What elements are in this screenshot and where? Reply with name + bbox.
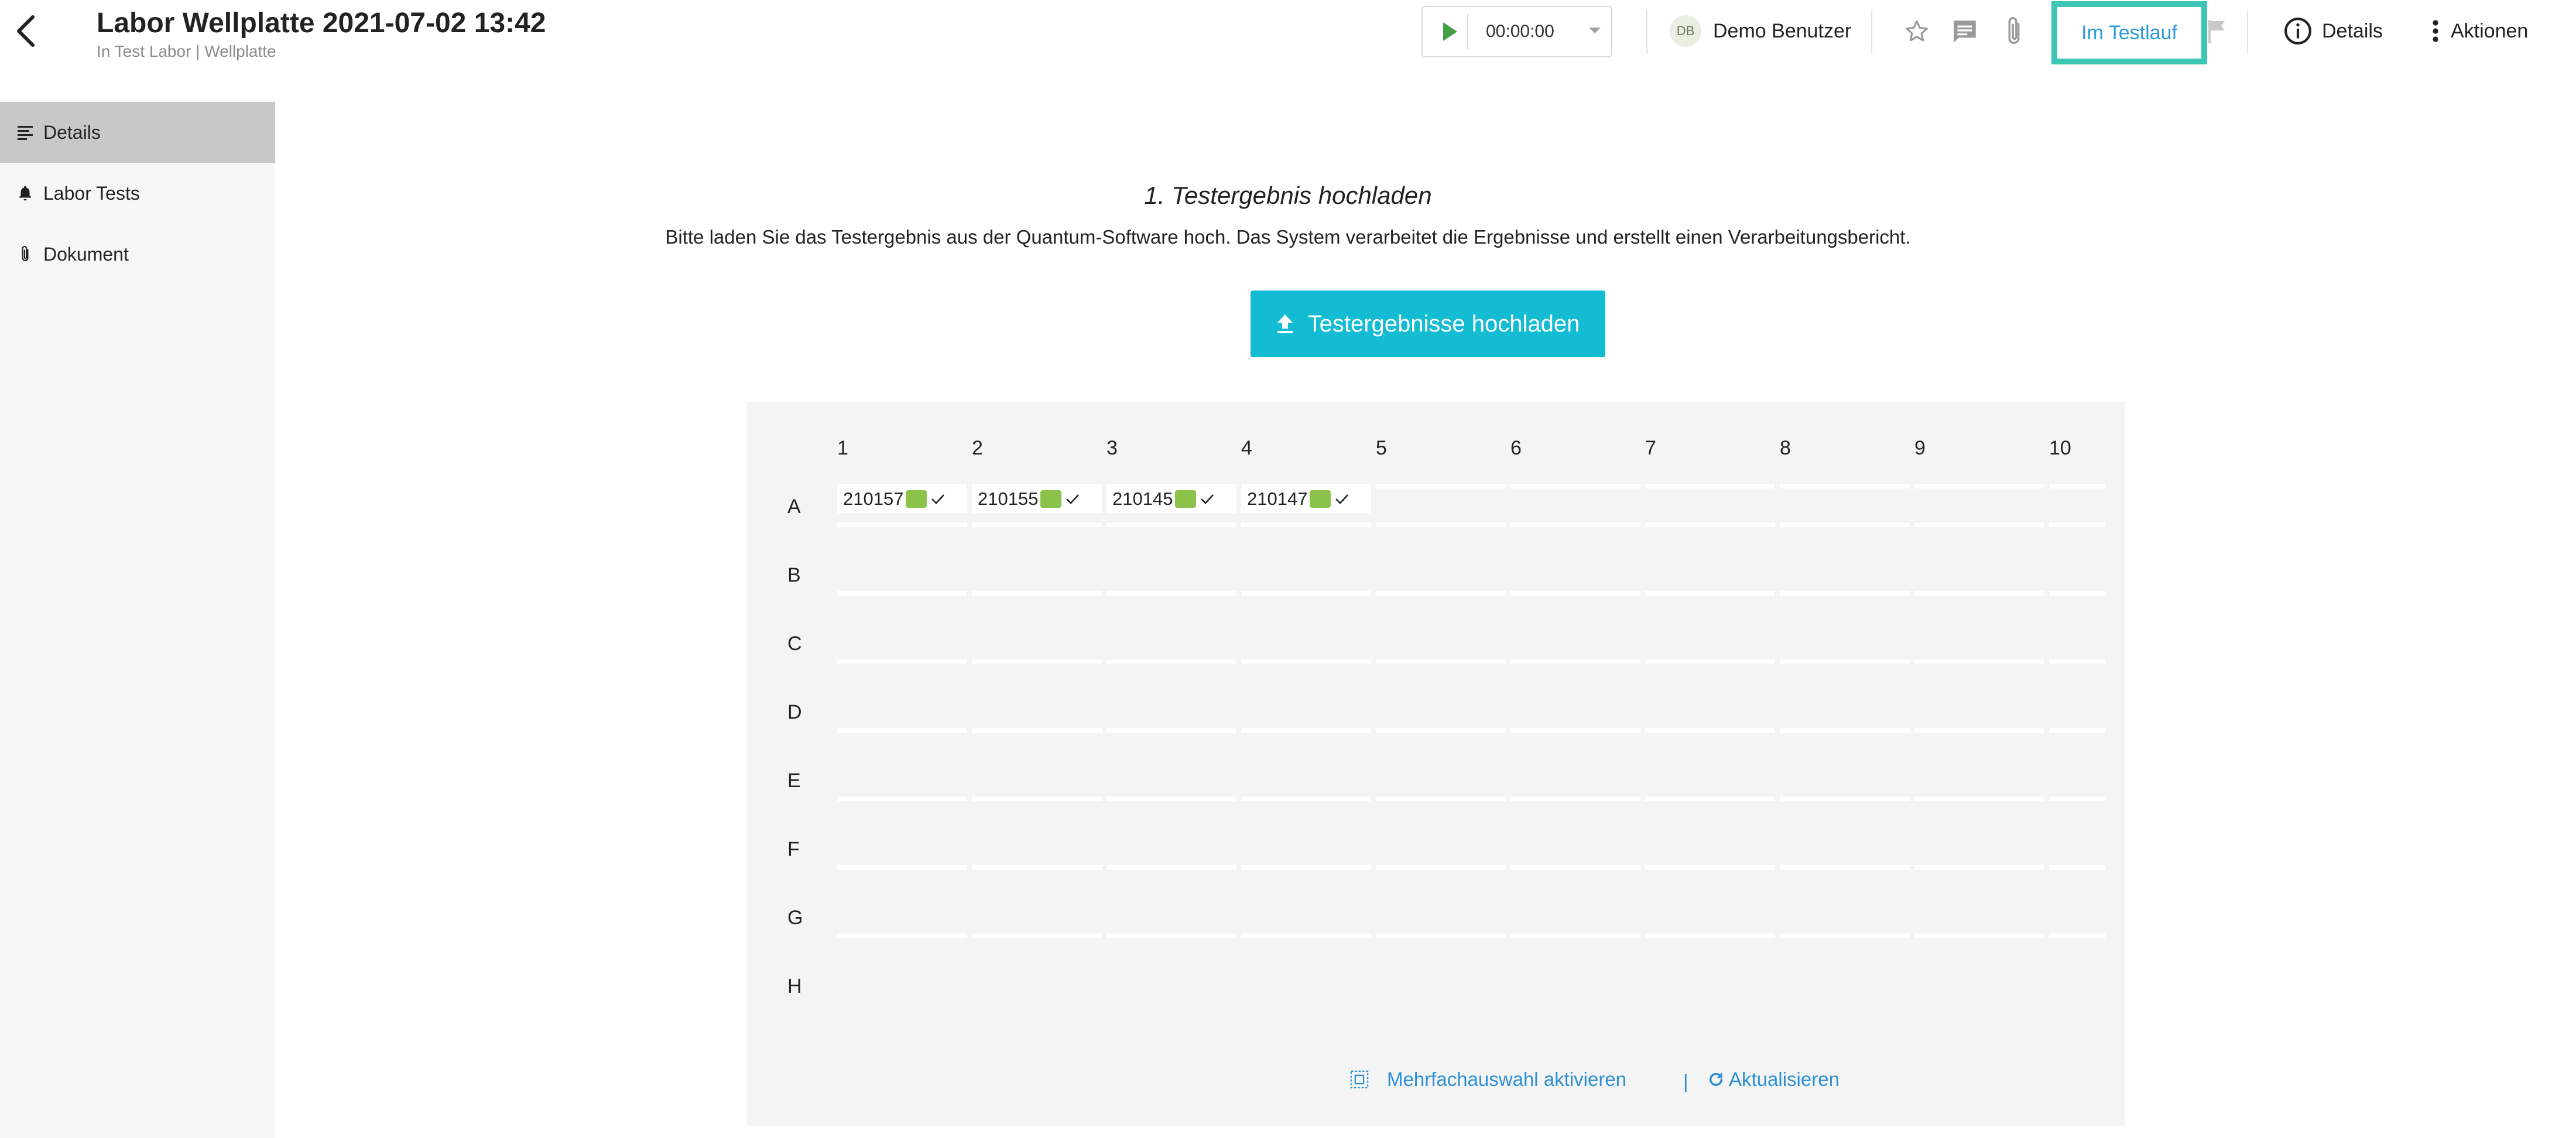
- flag-button[interactable]: [2201, 15, 2234, 48]
- well-slot[interactable]: [1645, 701, 1775, 733]
- refresh-button[interactable]: [1707, 1068, 1839, 1091]
- well-slot[interactable]: [1107, 564, 1236, 596]
- sidebar-item-details[interactable]: [0, 102, 275, 163]
- well-top-border: [1780, 484, 1910, 488]
- well-slot[interactable]: [1510, 495, 1640, 527]
- well-slot[interactable]: [1914, 633, 2044, 664]
- well-slot[interactable]: [1376, 907, 1506, 938]
- well-slot[interactable]: [1780, 564, 1910, 596]
- well-slot[interactable]: [1914, 838, 2044, 870]
- well-slot[interactable]: [1645, 838, 1775, 870]
- sidebar-item-label: Labor Tests: [43, 182, 140, 204]
- footer-separator: |: [1683, 1071, 1688, 1092]
- avatar: DB: [1670, 15, 1701, 47]
- check-icon: [1200, 493, 1215, 505]
- well-slot[interactable]: [1241, 770, 1371, 801]
- info-icon: [2283, 16, 2313, 46]
- well-slot[interactable]: [837, 907, 967, 938]
- column-header: 4: [1241, 437, 1252, 459]
- flag-icon: [2206, 19, 2229, 45]
- step-title: 1. Testergebnis hochladen: [1144, 182, 1432, 209]
- well-slot[interactable]: [1510, 770, 1640, 801]
- well-slot[interactable]: [1914, 495, 2044, 527]
- well-slot[interactable]: [1241, 564, 1371, 596]
- well-slot[interactable]: [972, 633, 1102, 664]
- well-slot[interactable]: [837, 564, 967, 596]
- play-icon: [1441, 21, 1458, 42]
- well-slot[interactable]: [1780, 701, 1910, 733]
- well-slot[interactable]: [1914, 701, 2044, 733]
- user-menu[interactable]: [1670, 15, 1851, 47]
- status-indicator: [1175, 490, 1196, 508]
- well-slot[interactable]: [2049, 633, 2105, 664]
- well-slot[interactable]: [1107, 838, 1236, 870]
- well-slot[interactable]: [1780, 838, 1910, 870]
- well-slot[interactable]: [1510, 564, 1640, 596]
- well-slot[interactable]: [1645, 564, 1775, 596]
- arrow-back-icon: [14, 13, 37, 49]
- timer-divider: [1467, 14, 1468, 49]
- refresh-label: Aktualisieren: [1729, 1068, 1839, 1090]
- well-top-border: [1645, 484, 1775, 488]
- status-indicator: [1040, 490, 1061, 508]
- check-icon: [1334, 493, 1349, 505]
- header-divider: [2247, 9, 2248, 54]
- well-slot[interactable]: [1780, 633, 1910, 664]
- well-slot[interactable]: [1780, 907, 1910, 938]
- well-slot[interactable]: [2049, 770, 2105, 801]
- well-slot[interactable]: [1107, 701, 1236, 733]
- details-label: Details: [2322, 19, 2383, 42]
- well-slot[interactable]: [1645, 770, 1775, 801]
- sidebar-item-label: Dokument: [43, 243, 129, 265]
- well-slot[interactable]: [1241, 633, 1371, 664]
- well-slot[interactable]: [1645, 907, 1775, 938]
- app-header: [0, 0, 2576, 64]
- well-slot[interactable]: [1376, 495, 1506, 527]
- well-slot[interactable]: [837, 633, 967, 664]
- row-header: B: [787, 564, 801, 586]
- well-slot[interactable]: [972, 907, 1102, 938]
- sidebar-item-label: Details: [43, 121, 101, 143]
- actions-button[interactable]: [2430, 13, 2528, 49]
- play-button[interactable]: [1434, 7, 1465, 56]
- breadcrumb: In Test Labor | Wellplatte: [97, 42, 276, 60]
- upload-results-button[interactable]: [1251, 291, 1605, 357]
- row-header: G: [787, 907, 803, 929]
- well-slot[interactable]: [1107, 770, 1236, 801]
- well-slot[interactable]: [1914, 907, 2044, 938]
- well-slot[interactable]: [1780, 495, 1910, 527]
- timer-dropdown[interactable]: [1588, 26, 1602, 37]
- well-slot[interactable]: [2049, 701, 2105, 733]
- well-top-border: [1376, 484, 1506, 488]
- plate-footer: [746, 1068, 2125, 1103]
- column-header: 2: [972, 437, 983, 459]
- status-button[interactable]: Im Testlauf: [2051, 1, 2207, 64]
- well-slot[interactable]: [1510, 838, 1640, 870]
- comment-icon: [1950, 17, 1979, 46]
- well-slot[interactable]: [2049, 907, 2105, 938]
- well-slot[interactable]: [1376, 701, 1506, 733]
- well-slot[interactable]: [1241, 701, 1371, 733]
- well-slot[interactable]: [2049, 564, 2105, 596]
- well-slot[interactable]: [1914, 770, 2044, 801]
- row-header: H: [787, 975, 802, 997]
- sample-chip[interactable]: [1241, 485, 1371, 513]
- well-slot[interactable]: [972, 770, 1102, 801]
- well-slot[interactable]: [1510, 701, 1640, 733]
- well-slot[interactable]: [1376, 564, 1506, 596]
- well-slot[interactable]: [1241, 838, 1371, 870]
- back-button[interactable]: [8, 11, 43, 52]
- column-header: 10: [2049, 437, 2071, 459]
- paperclip-icon: [2002, 16, 2026, 47]
- well-slot[interactable]: [837, 770, 967, 801]
- well-slot[interactable]: [837, 838, 967, 870]
- well-slot[interactable]: [1376, 838, 1506, 870]
- status-indicator: [906, 490, 927, 508]
- well-slot[interactable]: [1510, 633, 1640, 664]
- well-slot[interactable]: [1510, 907, 1640, 938]
- check-icon: [1065, 493, 1080, 505]
- column-header: 5: [1376, 437, 1387, 459]
- attachments-button[interactable]: [1998, 15, 2030, 48]
- actions-label: Aktionen: [2451, 19, 2529, 42]
- sidebar: [0, 102, 275, 1138]
- upload-label: Testergebnisse hochladen: [1307, 310, 1580, 337]
- well-plate: [746, 402, 2125, 1126]
- well-slot[interactable]: [1914, 564, 2044, 596]
- row-header: A: [787, 495, 801, 518]
- well-slot[interactable]: [1645, 495, 1775, 527]
- header-divider: [1871, 9, 1872, 54]
- star-outline-icon: [1903, 18, 1931, 46]
- well-top-border: [1510, 484, 1640, 488]
- page-title: Labor Wellplatte 2021-07-02 13:42: [97, 8, 546, 39]
- upload-icon: [1276, 313, 1294, 334]
- well-slot[interactable]: [2049, 495, 2105, 527]
- well-top-border: [2049, 484, 2105, 488]
- sample-id: 210157: [843, 488, 904, 509]
- list-lines-icon: [15, 124, 35, 141]
- well-top-border: [1914, 484, 2044, 488]
- timer-control: [1421, 6, 1612, 57]
- well-slot[interactable]: [1107, 633, 1236, 664]
- timer-display: 00:00:00: [1486, 22, 1554, 41]
- column-header: 9: [1914, 437, 1926, 459]
- select-all-icon: [1349, 1069, 1369, 1089]
- column-header: 3: [1107, 437, 1118, 459]
- check-icon: [930, 493, 946, 505]
- details-button[interactable]: [2283, 13, 2383, 49]
- row-header: D: [787, 701, 802, 723]
- column-header: 6: [1510, 437, 1522, 459]
- multi-select-label: Mehrfachauswahl aktivieren: [1387, 1068, 1627, 1090]
- well-slot[interactable]: [1107, 907, 1236, 938]
- status-indicator: [1310, 490, 1331, 508]
- well-slot[interactable]: [972, 838, 1102, 870]
- column-header: 8: [1780, 437, 1791, 459]
- more-vertical-icon: [2430, 16, 2441, 46]
- comments-button[interactable]: [1948, 15, 1981, 48]
- well-slot[interactable]: [972, 701, 1102, 733]
- user-name: Demo Benutzer: [1713, 19, 1852, 42]
- row-header: F: [787, 838, 800, 860]
- caret-down-icon: [1588, 26, 1602, 35]
- well-slot[interactable]: [1376, 633, 1506, 664]
- sample-chip[interactable]: [1107, 485, 1236, 513]
- favorite-button[interactable]: [1900, 15, 1933, 48]
- column-header: 1: [837, 437, 848, 459]
- step-description: Bitte laden Sie das Testergebnis aus der Quantum-Software hoch. Das System verarbeitet die Ergebnisse und erstellt einen Verarbeitungsbericht.: [665, 226, 1911, 248]
- well-slot[interactable]: [2049, 838, 2105, 870]
- well-slot[interactable]: [1780, 770, 1910, 801]
- multi-select-button[interactable]: [1349, 1068, 1626, 1091]
- header-divider: [1646, 9, 1647, 54]
- refresh-icon: [1707, 1070, 1725, 1089]
- well-slot[interactable]: [972, 564, 1102, 596]
- row-header: C: [787, 633, 802, 655]
- sample-chip[interactable]: [972, 485, 1102, 513]
- sample-chip[interactable]: [837, 485, 967, 513]
- well-slot[interactable]: [1645, 633, 1775, 664]
- column-header: 7: [1645, 437, 1656, 459]
- sample-id: 210145: [1112, 488, 1173, 509]
- row-header: E: [787, 770, 801, 792]
- sample-id: 210147: [1247, 488, 1308, 509]
- sample-id: 210155: [978, 488, 1039, 509]
- well-slot[interactable]: [837, 701, 967, 733]
- well-slot[interactable]: [1241, 907, 1371, 938]
- well-slot[interactable]: [1376, 770, 1506, 801]
